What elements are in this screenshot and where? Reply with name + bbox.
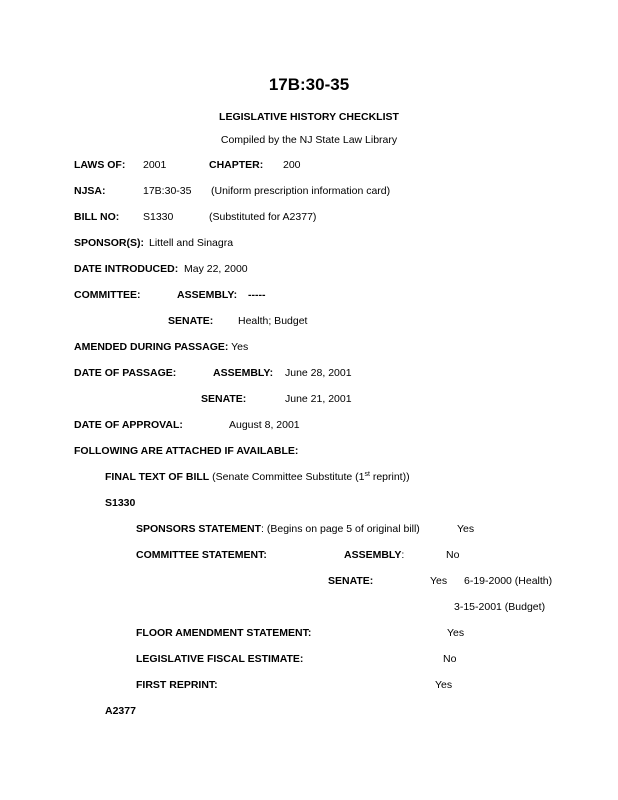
final-text-note-before: (Senate Committee Substitute (1 (212, 471, 365, 483)
njsa-label: NJSA: (74, 185, 106, 197)
approval-value: August 8, 2001 (229, 419, 300, 431)
amended-row (74, 342, 248, 353)
date-introduced-label: DATE INTRODUCED: (74, 263, 179, 275)
passage-label: DATE OF PASSAGE: (74, 367, 177, 379)
committee-senate-value: Health; Budget (238, 315, 308, 327)
fiscal-estimate-value: No (443, 653, 457, 665)
committee-label: COMMITTEE: (74, 289, 141, 301)
njsa-note: (Uniform prescription information card) (211, 185, 391, 197)
first-reprint-label: FIRST REPRINT: (136, 679, 218, 691)
fiscal-estimate-label: LEGISLATIVE FISCAL ESTIMATE: (136, 653, 304, 665)
bill-no-value: S1330 (143, 211, 174, 223)
committee-senate-label: SENATE: (168, 315, 214, 327)
passage-assembly-label: ASSEMBLY: (213, 367, 274, 379)
njsa-value: 17B:30-35 (143, 185, 192, 197)
laws-of-label: LAWS OF: (74, 159, 126, 171)
passage-senate-value: June 21, 2001 (285, 393, 352, 405)
compiled-by: Compiled by the NJ State Law Library (220, 134, 398, 146)
date-introduced-value: May 22, 2000 (184, 263, 248, 275)
first-reprint-value: Yes (435, 679, 453, 691)
committee-statement-senate-value: Yes (430, 575, 448, 587)
committee-assembly-value: ----- (248, 289, 266, 301)
final-text-note-after: reprint)) (369, 471, 410, 483)
sponsors-label: SPONSOR(S): (74, 237, 145, 249)
final-text-label: FINAL TEXT OF BILL (105, 471, 210, 483)
final-text-note-sup: st (364, 471, 370, 478)
sponsors-statement-row (136, 524, 420, 535)
chapter-label: CHAPTER: (209, 159, 264, 171)
sponsors-statement-value: Yes (457, 523, 475, 535)
bill-no-note: (Substituted for A2377) (209, 211, 317, 223)
committee-statement-senate-date-1: 6-19-2000 (Health) (464, 575, 553, 587)
a2377-heading: A2377 (105, 705, 136, 717)
floor-amendment-label: FLOOR AMENDMENT STATEMENT: (136, 627, 312, 639)
committee-statement-label: COMMITTEE STATEMENT: (136, 549, 267, 561)
floor-amendment-value: Yes (447, 627, 465, 639)
committee-statement-assembly-label: ASSEMBLY (344, 549, 402, 561)
passage-assembly-value: June 28, 2001 (285, 367, 352, 379)
bill-no-label: BILL NO: (74, 211, 120, 223)
committee-statement-assembly-colon: : (401, 549, 405, 561)
sponsors-statement-note: : (Begins on page 5 of original bill) (261, 523, 420, 535)
laws-of-value: 2001 (143, 159, 167, 171)
final-text-row (105, 472, 410, 483)
checklist-subtitle: LEGISLATIVE HISTORY CHECKLIST (219, 111, 399, 123)
committee-statement-senate-label: SENATE: (328, 575, 374, 587)
passage-senate-label: SENATE: (201, 393, 247, 405)
committee-assembly-label: ASSEMBLY: (177, 289, 238, 301)
committee-statement-assembly-value: No (446, 549, 460, 561)
attached-heading: FOLLOWING ARE ATTACHED IF AVAILABLE: (74, 445, 299, 457)
page-title: 17B:30-35 (268, 75, 350, 94)
committee-statement-assembly (344, 550, 404, 561)
amended-label: AMENDED DURING PASSAGE: (74, 341, 229, 353)
sponsors-value: Littell and Sinagra (149, 237, 234, 249)
committee-statement-senate-date-2: 3-15-2001 (Budget) (454, 601, 546, 613)
sponsors-statement-label: SPONSORS STATEMENT (136, 523, 262, 535)
approval-label: DATE OF APPROVAL: (74, 419, 183, 431)
amended-value: Yes (231, 341, 249, 353)
s1330-heading: S1330 (105, 497, 136, 509)
chapter-value: 200 (283, 159, 301, 171)
